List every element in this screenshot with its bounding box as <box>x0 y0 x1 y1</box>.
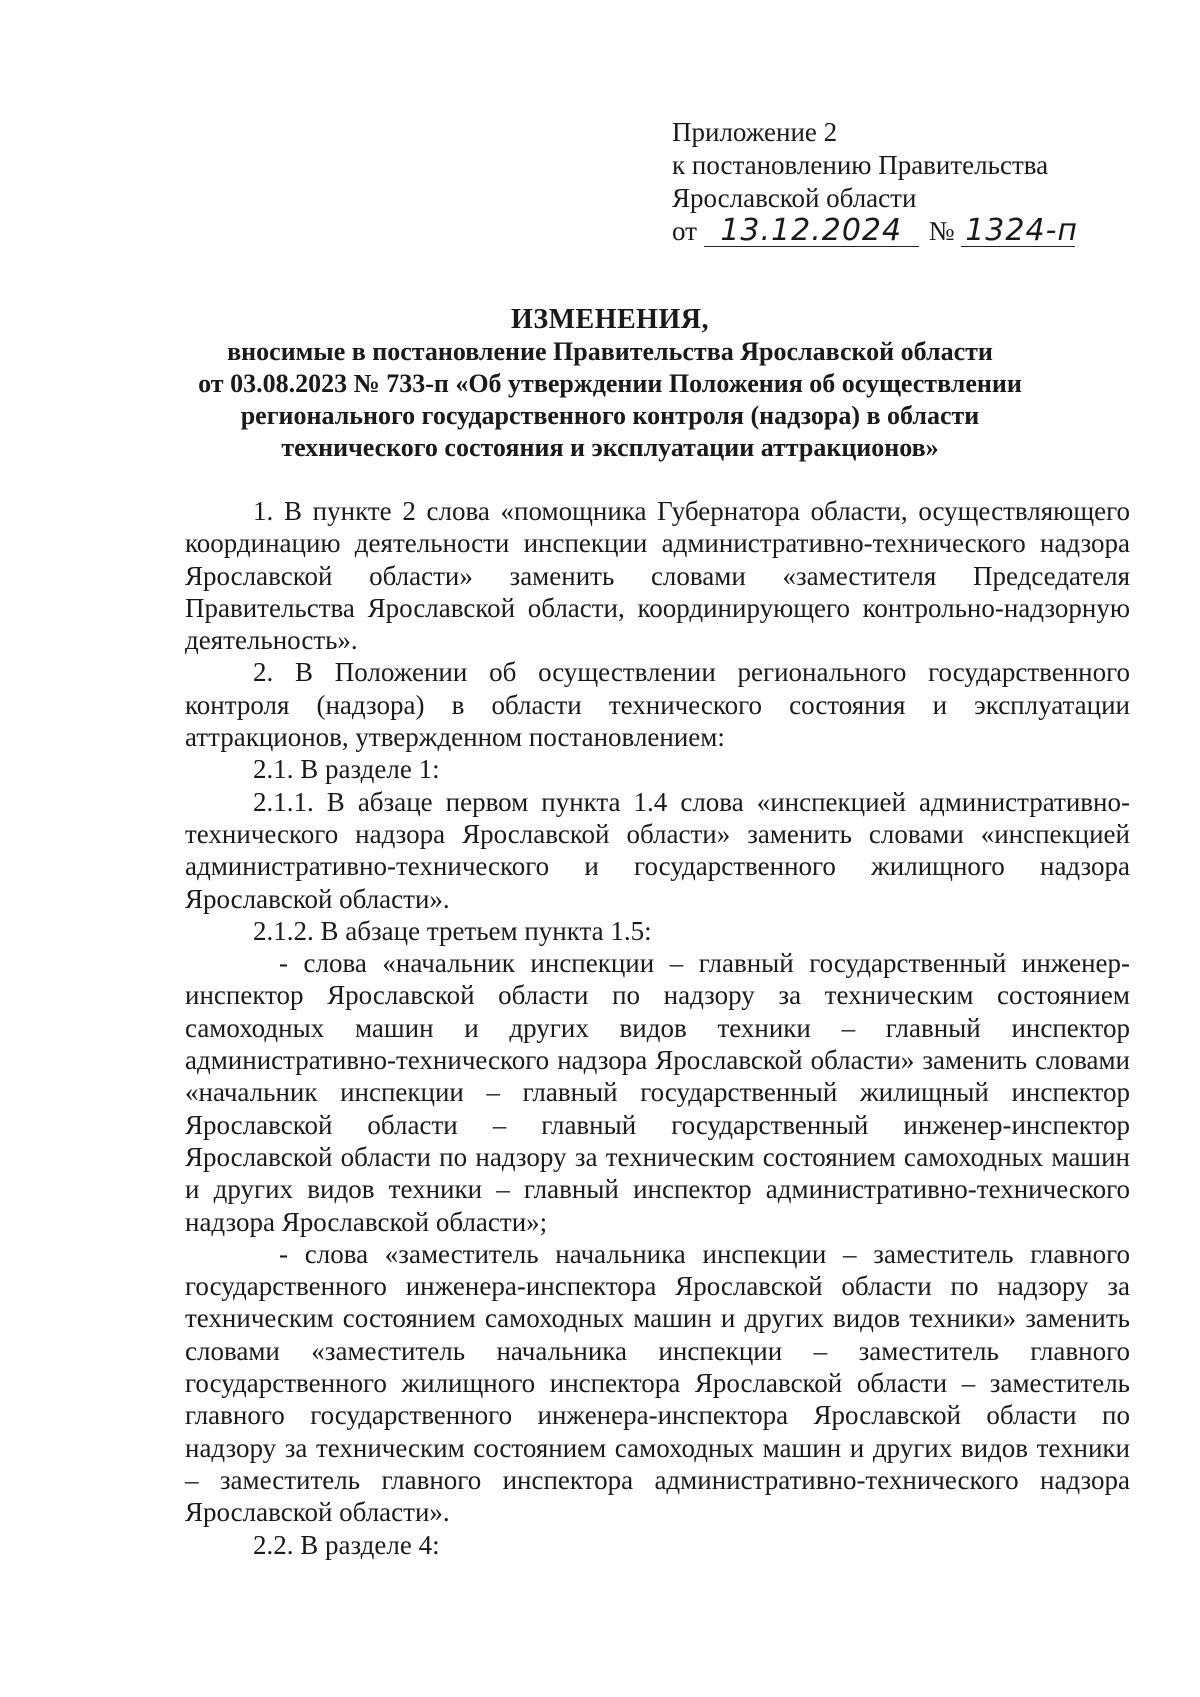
handwritten-date: 13.12.2024 <box>704 216 919 247</box>
document-title <box>150 304 1070 464</box>
title-line-1: вносимые в постановление Правительства Ярославской области <box>227 337 993 366</box>
title-heading: ИЗМЕНЕНИЯ, <box>511 304 709 335</box>
handwritten-number: 1324-п <box>961 216 1075 247</box>
title-line-2: от 03.08.2023 № 733-п «Об утверждении Положения об осуществлении <box>198 369 1022 398</box>
paragraph-dash-1: - слова «начальник инспекции – главный государственный инженер-инспектор Ярославской области по надзору за техническим состоянием самоходных машин и других видов техники – главный инспектор административно-технического надзора Ярославской области» заменить словами «начальник инспекции – главный государственный жилищный инспектор Ярославской области – главный государственный инженер-инспектор Ярославской области по надзору за техническим состоянием самоходных машин и других видов техники – главный инспектор административно-технического надзора Ярославской области»; <box>185 948 1130 1237</box>
paragraph-1: 1. В пункте 2 слова «помощника Губернатора области, осуществляющего координацию деятельности инспекции административно-технического надзора Ярославской области» заменить словами «заместителя Председателя Правительства Ярославской области, координирующего контрольно-надзорную деятельность». <box>185 496 1130 656</box>
appendix-line-2: к постановлению Правительства <box>672 150 1049 180</box>
paragraph-2-2: 2.2. В разделе 4: <box>253 1529 440 1560</box>
appendix-date-row <box>672 213 1079 248</box>
paragraph-2-1-1: 2.1.1. В абзаце первом пункта 1.4 слова «инспекцией административно-технического надзора Ярославской области» заменить словами «инспекцией административно-технического и государственного жилищного надзора Ярославской области». <box>185 786 1130 914</box>
document-body <box>185 495 1130 1561</box>
appendix-line-3: Ярославской области <box>672 183 917 213</box>
paragraph-dash-2: - слова «заместитель начальника инспекции – заместитель главного государственного инженера-инспектора Ярославской области по надзору за техническим состоянием самоходных машин и других видов техники» заменить словами «заместитель начальника инспекции – заместитель главного государственного жилищного инспектора Ярославской области – заместитель главного государственного инженера-инспектора Ярославской области по надзору за техническим состоянием самоходных машин и других видов техники – заместитель главного инспектора административно-технического надзора Ярославской области». <box>185 1238 1130 1528</box>
appendix-line-1: Приложение 2 <box>672 117 838 147</box>
paragraph-2: 2. В Положении об осуществлении регионального государственного контроля (надзора) в области технического состояния и эксплуатации аттракционов, утвержденном постановлением: <box>185 657 1130 753</box>
from-label: от <box>672 216 697 246</box>
paragraph-2-1: 2.1. В разделе 1: <box>253 754 440 785</box>
appendix-header <box>672 116 1079 248</box>
title-line-3: регионального государственного контроля (надзора) в области <box>240 401 980 430</box>
title-line-4: технического состояния и эксплуатации аттракционов» <box>281 433 939 462</box>
paragraph-2-1-2: 2.1.2. В абзаце третьем пункта 1.5: <box>253 915 652 946</box>
number-label: № <box>928 216 955 246</box>
